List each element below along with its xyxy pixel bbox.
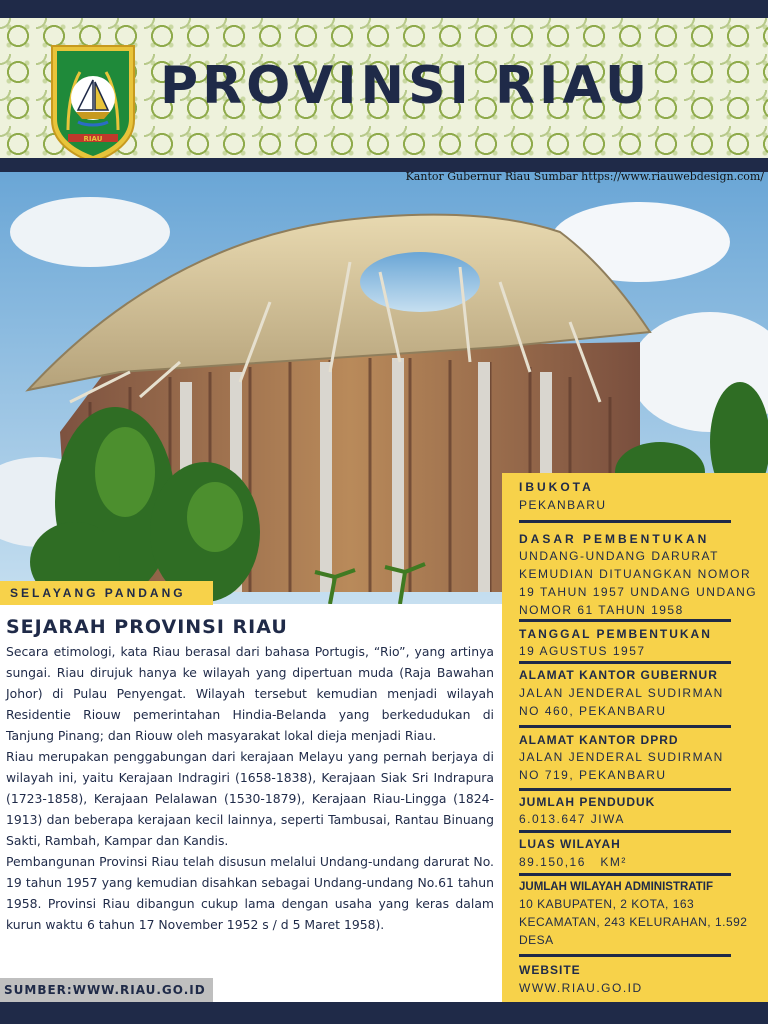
fact-divider [519, 873, 731, 876]
fact-label: ALAMAT KANTOR GUBERNUR [519, 668, 718, 682]
fact-value: 10 KABUPATEN, 2 KOTA, 163 [519, 897, 695, 911]
emblem-label: RIAU [83, 135, 103, 143]
fact-divider [519, 661, 731, 664]
fact-label: JUMLAH PENDUDUK [519, 795, 656, 809]
website-link[interactable]: WWW.RIAU.GO.ID [519, 981, 643, 995]
fact-value: DESA [519, 933, 554, 947]
fact-value: 6.013.647 JIWA [519, 812, 625, 826]
fact-value: NOMOR 61 TAHUN 1958 [519, 603, 684, 617]
fact-dasar-pembentukan [519, 532, 757, 619]
fact-jumlah-penduduk [519, 795, 655, 828]
fact-label: LUAS WILAYAH [519, 837, 621, 851]
fact-label: TANGGAL PEMBENTUKAN [519, 627, 712, 641]
section-tag: SELAYANG PANDANG [0, 581, 213, 605]
fact-value: JALAN JENDERAL SUDIRMAN [519, 750, 724, 764]
fact-value: KECAMATAN, 243 KELURAHAN, 1.592 [519, 915, 748, 929]
fact-value: NO 719, PEKANBARU [519, 768, 667, 782]
history-paragraph: Riau merupakan penggabungan dari kerajaan Melayu yang pernah berjaya di wilayah ini, yaitu Kerajaan Indragiri (1658-1838), Kerajaan Siak Sri Indrapura (1723-1858), Kerajaan Pelalawan (1530-1879), Kerajaan Riau-Lingga (1824-1913) dan beberapa kerajaan kecil lainnya, seperti Tambusai, Rantau Binuang Sakti, Rambah, Kampar dan Kandis. [6, 749, 494, 848]
fact-value: 19 TAHUN 1957 UNDANG UNDANG [519, 585, 758, 599]
fact-value: UNDANG-UNDANG DARURAT [519, 549, 719, 563]
fact-value: JALAN JENDERAL SUDIRMAN [519, 686, 724, 700]
fact-value: 19 AGUSTUS 1957 [519, 644, 646, 658]
fact-value: NO 460, PEKANBARU [519, 704, 667, 718]
history-body [6, 641, 494, 935]
fact-ibukota [519, 480, 607, 514]
bottom-bar [0, 1002, 768, 1024]
riau-emblem-icon [48, 42, 138, 166]
page-title: PROVINSI RIAU [160, 56, 652, 116]
fact-alamat-kantor-dprd [519, 733, 724, 784]
fact-value: KEMUDIAN DITUANGKAN NOMOR [519, 567, 752, 581]
fact-divider [519, 788, 731, 791]
fact-label: IBUKOTA [519, 480, 594, 494]
source-label: SUMBER:WWW.RIAU.GO.ID [0, 978, 213, 1002]
fact-divider [519, 830, 731, 833]
fact-tanggal-pembentukan [519, 627, 712, 660]
history-title: SEJARAH PROVINSI RIAU [6, 616, 288, 638]
fact-divider [519, 725, 731, 728]
fact-label: ALAMAT KANTOR DPRD [519, 733, 679, 747]
top-bar [0, 0, 768, 18]
history-paragraph: Pembangunan Provinsi Riau telah disusun melalui Undang-undang darurat No. 19 tahun 1957 yang kemudian disahkan sebagai Undang-undang No.61 tahun 1958. Provinsi Riau dibangun cukup lama dengan usaha yang keras dalam kurun waktu 6 tahun 17 November 1952 s / d 5 Maret 1958). [6, 854, 494, 932]
fact-label: JUMLAH WILAYAH ADMINISTRATIF [519, 881, 714, 893]
fact-alamat-kantor-gubernur [519, 668, 724, 720]
fact-label: WEBSITE [519, 963, 581, 977]
fact-website [519, 963, 643, 997]
fact-luas-wilayah [519, 837, 627, 871]
fact-wilayah-administratif [519, 881, 747, 949]
fact-value: PEKANBARU [519, 498, 607, 512]
header-banner [0, 18, 768, 158]
fact-divider [519, 954, 731, 957]
photo-caption: Kantor Gubernur Riau Sumbar https://www.riauwebdesign.com/ [405, 170, 764, 183]
fact-divider [519, 619, 731, 622]
fact-divider [519, 520, 731, 523]
fact-label: DASAR PEMBENTUKAN [519, 532, 710, 546]
history-paragraph: Secara etimologi, kata Riau berasal dari bahasa Portugis, “Rio”, yang artinya sungai. Riau dirujuk hanya ke wilayah yang dipertuan muda (Raja Bawahan Johor) di Pulau Penyengat. Wilayah tersebut kemudian menjadi wilayah Residentie Riouw pemerintahan Hindia-Belanda yang berkedudukan di Tanjung Pinang; dan Riouw oleh masyarakat lokal dieja menjadi Riau. [6, 644, 494, 743]
fact-value: 89.150,16 KM² [519, 855, 627, 869]
